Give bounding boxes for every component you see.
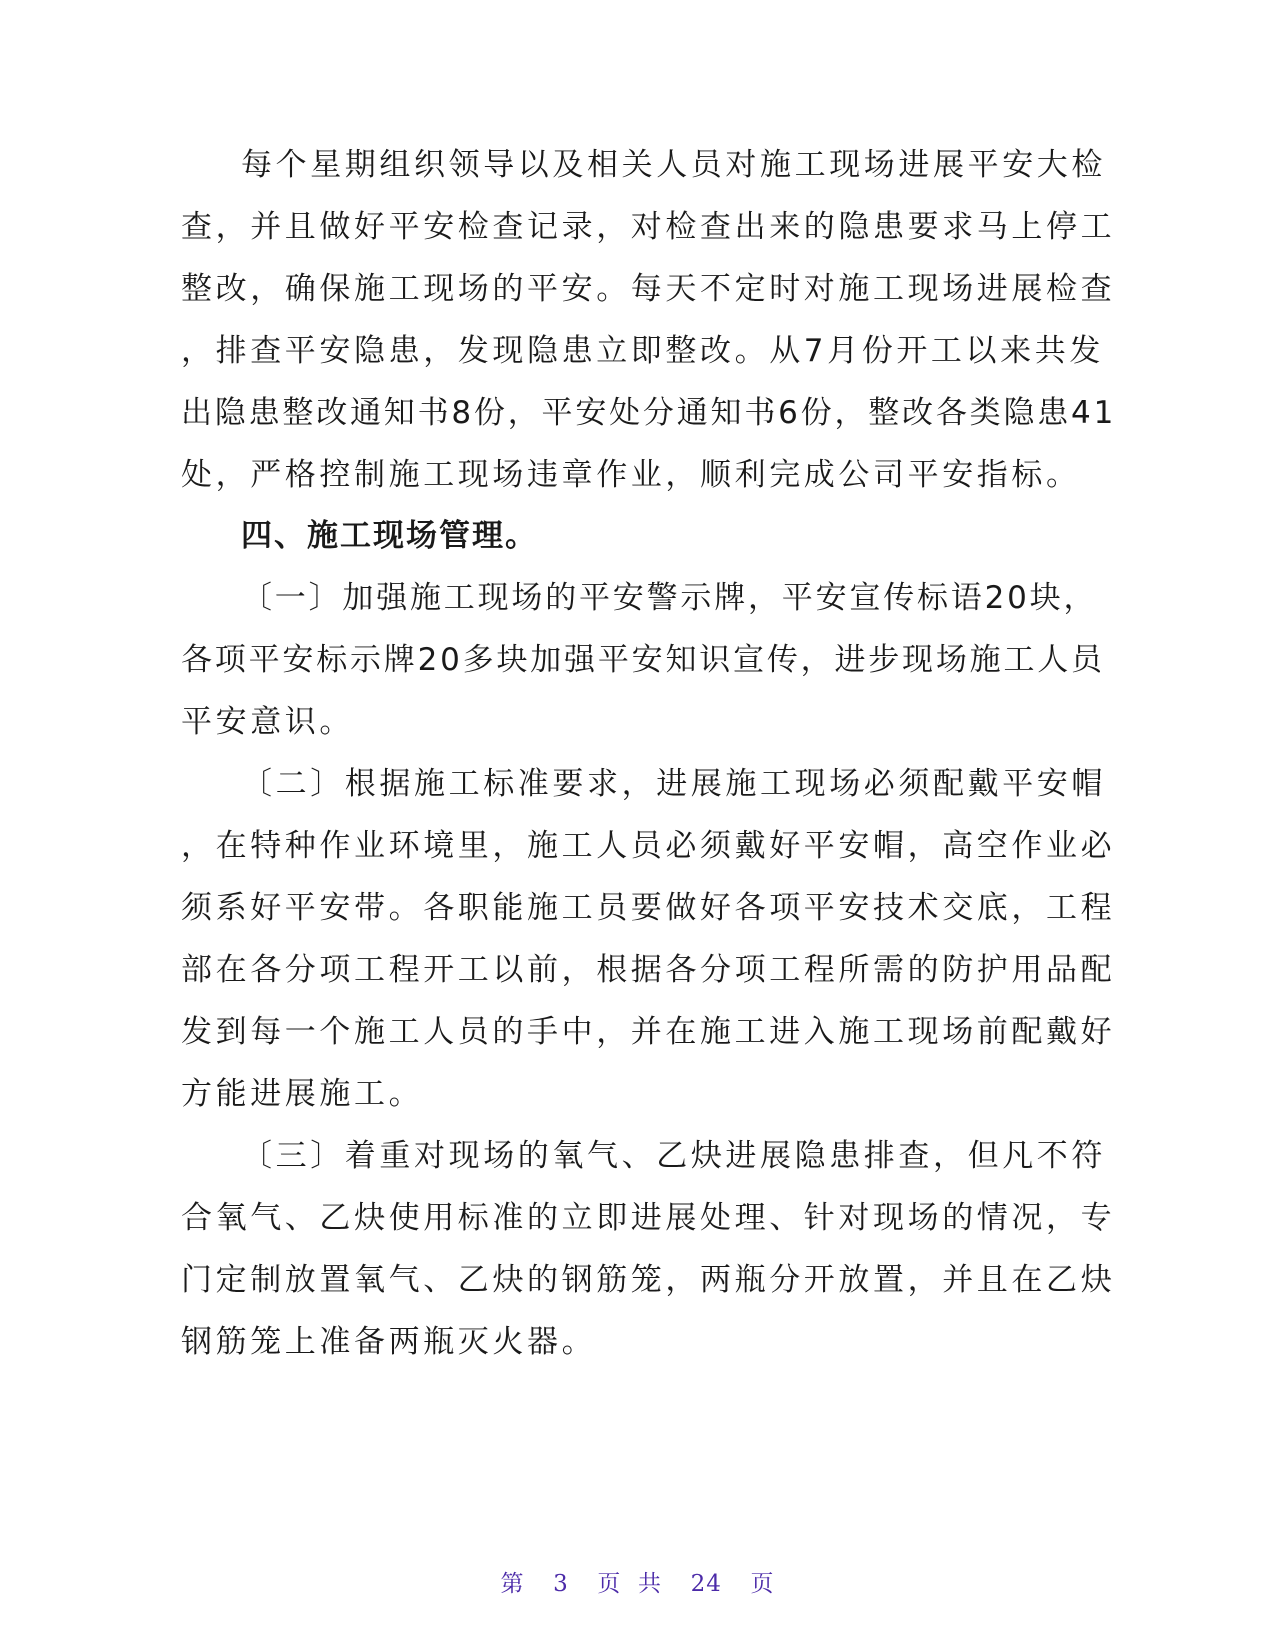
paragraph-line: 各项平安标示牌20多块加强平安知识宣传，进步现场施工人员 — [181, 642, 1105, 678]
paragraph-line: 〔三〕着重对现场的氧气、乙炔进展隐患排查，但凡不符 — [241, 1138, 1106, 1174]
paragraph-line: 整改，确保施工现场的平安。每天不定时对施工现场进展检查 — [181, 271, 1116, 307]
paragraph-line: 出隐患整改通知书8份，平安处分通知书6份，整改各类隐患41 — [181, 395, 1117, 431]
paragraph-line: 平安意识。 — [181, 704, 354, 740]
paragraph-line: 查，并且做好平安检查记录，对检查出来的隐患要求马上停工 — [181, 209, 1116, 245]
paragraph-line: 部在各分项工程开工以前，根据各分项工程所需的防护用品配 — [181, 952, 1116, 988]
page-label-suffix: 页 — [750, 1571, 775, 1597]
total-pages-number: 24 — [690, 1571, 722, 1597]
paragraph-line: 合氧气、乙炔使用标准的立即进展处理、针对现场的情况，专 — [181, 1200, 1116, 1236]
paragraph-line: 〔一〕加强施工现场的平安警示牌，平安宣传标语20块， — [241, 580, 1098, 616]
paragraph-line: 处，严格控制施工现场违章作业，顺利完成公司平安指标。 — [181, 457, 1081, 493]
paragraph-line: 发到每一个施工人员的手中，并在施工进入施工现场前配戴好 — [181, 1014, 1116, 1050]
paragraph-line: ，在特种作业环境里，施工人员必须戴好平安帽，高空作业必 — [181, 828, 1116, 864]
paragraph-line: 〔二〕根据施工标准要求，进展施工现场必须配戴平安帽 — [241, 766, 1106, 802]
section-heading: 四、施工现场管理。 — [241, 518, 538, 554]
paragraph-line: 须系好平安带。各职能施工员要做好各项平安技术交底，工程 — [181, 890, 1116, 926]
paragraph-line: 门定制放置氧气、乙炔的钢筋笼，两瓶分开放置，并且在乙炔 — [181, 1262, 1116, 1298]
page-label-mid: 页 共 — [597, 1571, 662, 1597]
paragraph-line: 钢筋笼上准备两瓶灭火器。 — [181, 1324, 597, 1360]
current-page-number: 3 — [553, 1571, 569, 1597]
paragraph-line: ，排查平安隐患，发现隐患立即整改。从7月份开工以来共发 — [181, 333, 1104, 369]
page-label-prefix: 第 — [500, 1571, 525, 1597]
paragraph-line: 方能进展施工。 — [181, 1076, 424, 1112]
paragraph-line: 每个星期组织领导以及相关人员对施工现场进展平安大检 — [241, 147, 1106, 183]
page-footer — [0, 1565, 1275, 1598]
